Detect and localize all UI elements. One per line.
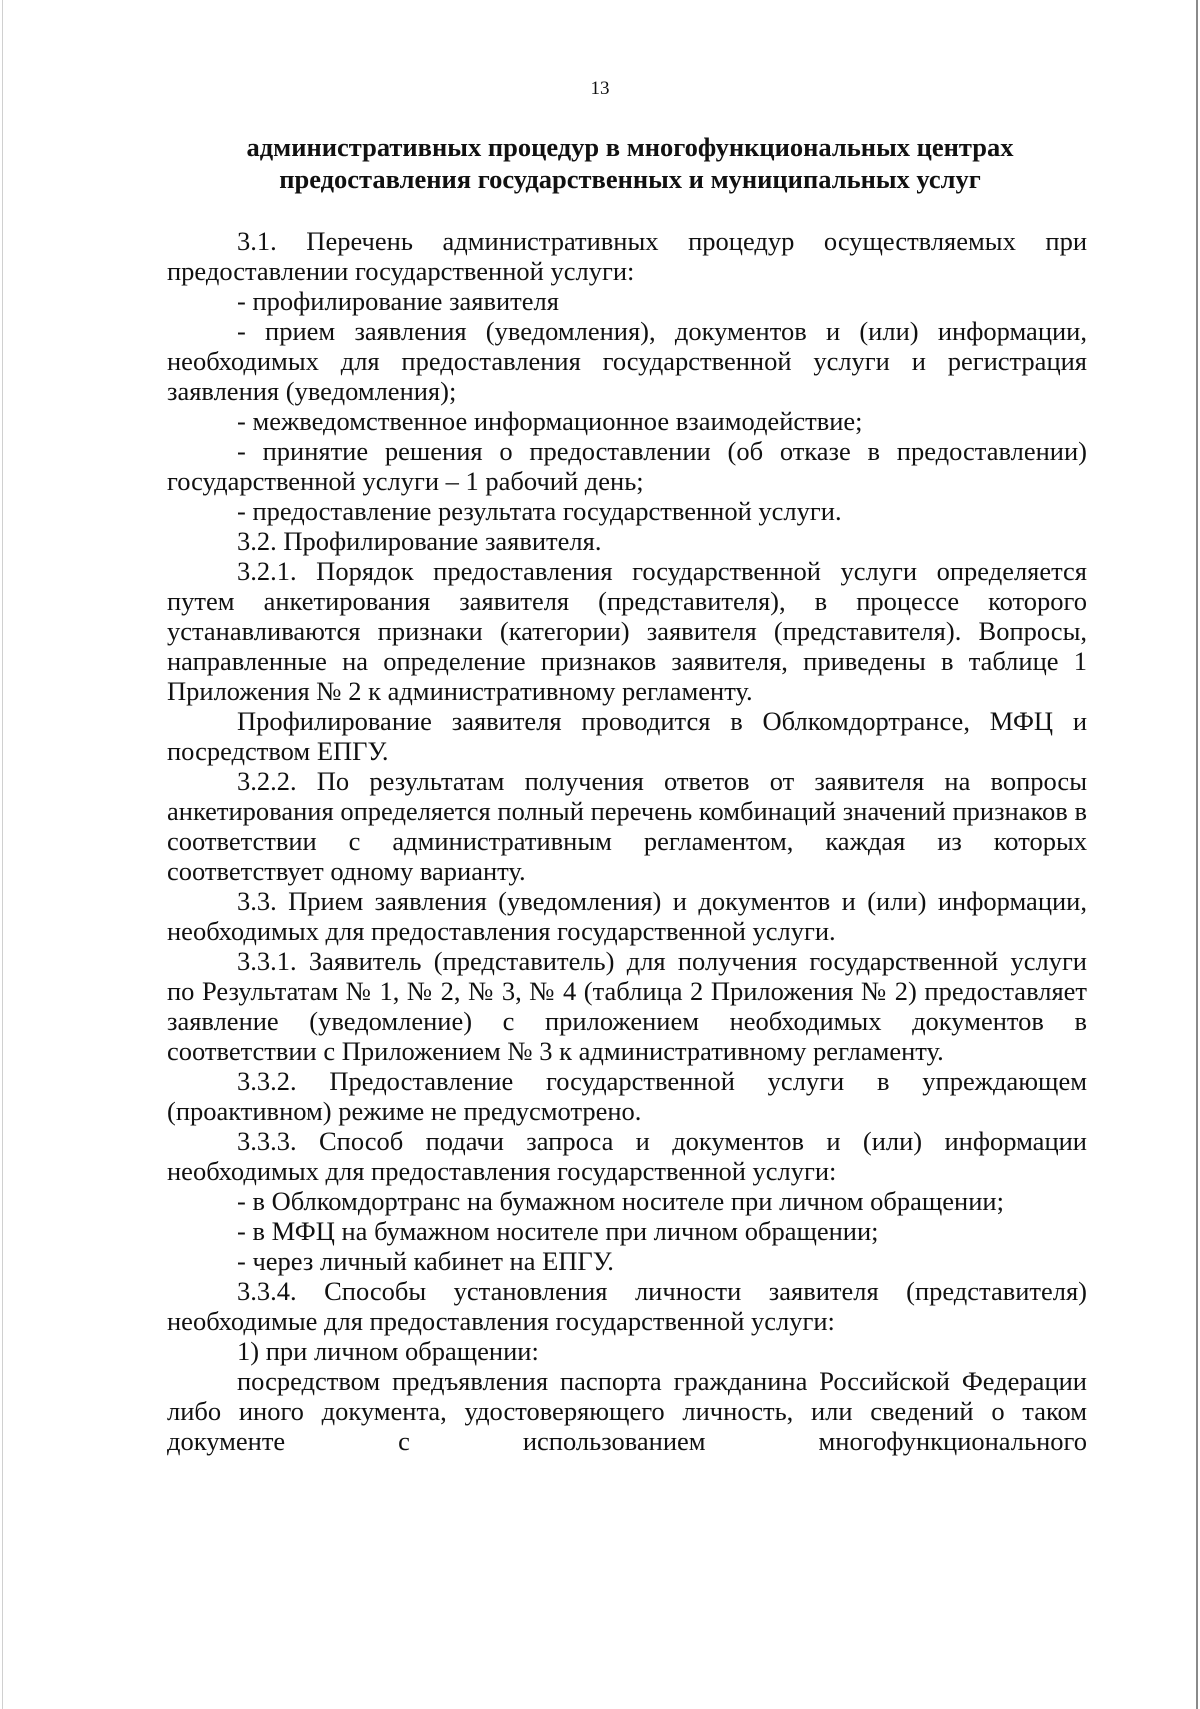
paragraph-3-2-1: 3.2.1. Порядок предоставления государственной услуги определяется путем анкетирования заявителя (представителя), в процессе которого устанавливаются признаки (категории) заявителя (представителя). Вопросы, направленные на определение признаков заявителя, приведены в таблице 1 Приложения № 2 к административному регламенту. xyxy=(167,556,1087,706)
scan-edge-left xyxy=(2,0,3,1709)
paragraph-profiling-where: Профилирование заявителя проводится в Облкомдортрансе, МФЦ и посредством ЕПГУ. xyxy=(167,706,1087,766)
list-item-epgu: - через личный кабинет на ЕПГУ. xyxy=(237,1246,614,1276)
list-item-interagency: - межведомственное информационное взаимодействие; xyxy=(237,406,863,436)
paragraph-3-3-3: 3.3.3. Способ подачи запроса и документов и (или) информации необходимых для предоставления государственной услуги: xyxy=(167,1126,1087,1186)
list-item-personal-visit: 1) при личном обращении: xyxy=(237,1336,539,1366)
paragraph-3-3-2: 3.3.2. Предоставление государственной услуги в упреждающем (проактивном) режиме не предусмотрено. xyxy=(167,1066,1087,1126)
heading-line-2: предоставления государственных и муниципальных услуг xyxy=(279,164,981,194)
list-item-profiling: - профилирование заявителя xyxy=(237,286,559,316)
paragraph-3-3: 3.3. Прием заявления (уведомления) и документов и (или) информации, необходимых для предоставления государственной услуги. xyxy=(167,886,1087,946)
section-heading xyxy=(160,131,1100,195)
list-item-oblkomdortrans: - в Облкомдортранс на бумажном носителе при личном обращении; xyxy=(237,1186,1004,1216)
document-body xyxy=(167,226,1087,1456)
heading-line-1: административных процедур в многофункциональных центрах xyxy=(246,132,1014,162)
paragraph-3-2: 3.2. Профилирование заявителя. xyxy=(237,526,602,556)
list-item-result: - предоставление результата государственной услуги. xyxy=(237,496,842,526)
paragraph-3-3-4: 3.3.4. Способы установления личности заявителя (представителя) необходимые для предоставления государственной услуги: xyxy=(167,1276,1087,1336)
paragraph-3-2-2: 3.2.2. По результатам получения ответов от заявителя на вопросы анкетирования определяется полный перечень комбинаций значений признаков в соответствии с административным регламентом, каждая из которых соответствует одному варианту. xyxy=(167,766,1087,886)
list-item-reception: - прием заявления (уведомления), документов и (или) информации, необходимых для предоставления государственной услуги и регистрация заявления (уведомления); xyxy=(167,316,1087,406)
list-item-mfc: - в МФЦ на бумажном носителе при личном обращении; xyxy=(237,1216,879,1246)
paragraph-3-3-1: 3.3.1. Заявитель (представитель) для получения государственной услуги по Результатам № 1, № 2, № 3, № 4 (таблица 2 Приложения № 2) предоставляет заявление (уведомление) с приложением необходимых документов в соответствии с Приложением № 3 к административному регламенту. xyxy=(167,946,1087,1066)
paragraph-3-1: 3.1. Перечень административных процедур осуществляемых при предоставлении государственной услуги: xyxy=(167,226,1087,286)
list-item-decision: - принятие решения о предоставлении (об отказе в предоставлении) государственной услуги – 1 рабочий день; xyxy=(167,436,1087,496)
paragraph-passport: посредством предъявления паспорта гражданина Российской Федерации либо иного документа, удостоверяющего личность, или сведений о таком документе с использованием многофункционального xyxy=(167,1366,1087,1456)
scan-edge-right xyxy=(1196,0,1198,1709)
page-number: 13 xyxy=(590,78,610,99)
